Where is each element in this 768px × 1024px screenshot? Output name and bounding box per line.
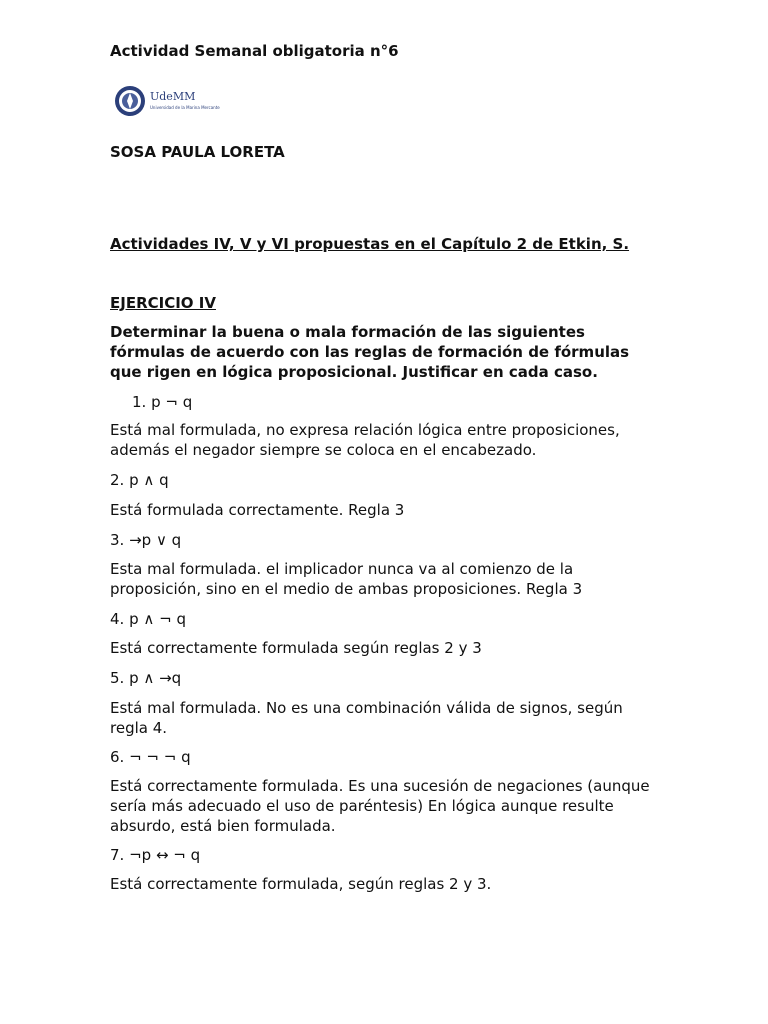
udemm-logo <box>114 84 220 118</box>
exercise-title: EJERCICIO IV <box>110 294 216 312</box>
logo-subtext: Universidad de la Marina Mercante <box>150 105 220 110</box>
formula-1: 1. p ¬ q <box>132 393 193 411</box>
answer-5: Está mal formulada. No es una combinación válida de signos, según regla 4. <box>110 699 623 737</box>
logo-text: UdeMM <box>150 90 196 103</box>
answer-3: Esta mal formulada. el implicador nunca va al comienzo de la proposición, sino en el medio de ambas proposiciones. Regla 3 <box>110 560 583 598</box>
formula-3: 3. →p ∨ q <box>110 531 182 549</box>
section-heading: Actividades IV, V y VI propuestas en el Capítulo 2 de Etkin, S. <box>110 235 630 253</box>
exercise-instructions: Determinar la buena o mala formación de las siguientes fórmulas de acuerdo con las reglas de formación de fórmulas que rigen en lógica proposicional. Justificar en cada caso. <box>110 323 630 381</box>
document-title: Actividad Semanal obligatoria n°6 <box>110 42 399 60</box>
formula-4: 4. p ∧ ¬ q <box>110 610 186 628</box>
answer-2: Está formulada correctamente. Regla 3 <box>110 501 405 519</box>
formula-7: 7. ¬p ↔ ¬ q <box>110 846 201 864</box>
answer-1: Está mal formulada, no expresa relación lógica entre proposiciones, además el negador siempre se coloca en el encabezado. <box>110 421 620 459</box>
formula-5: 5. p ∧ →q <box>110 669 182 687</box>
answer-7: Está correctamente formulada, según reglas 2 y 3. <box>110 875 492 893</box>
student-name: SOSA PAULA LORETA <box>110 143 285 161</box>
answer-4: Está correctamente formulada según reglas 2 y 3 <box>110 639 482 657</box>
answer-6: Está correctamente formulada. Es una sucesión de negaciones (aunque sería más adecuado el uso de paréntesis) En lógica aunque resulte absurdo, está bien formulada. <box>110 777 650 835</box>
formula-6: 6. ¬ ¬ ¬ q <box>110 748 191 766</box>
formula-2: 2. p ∧ q <box>110 471 169 489</box>
